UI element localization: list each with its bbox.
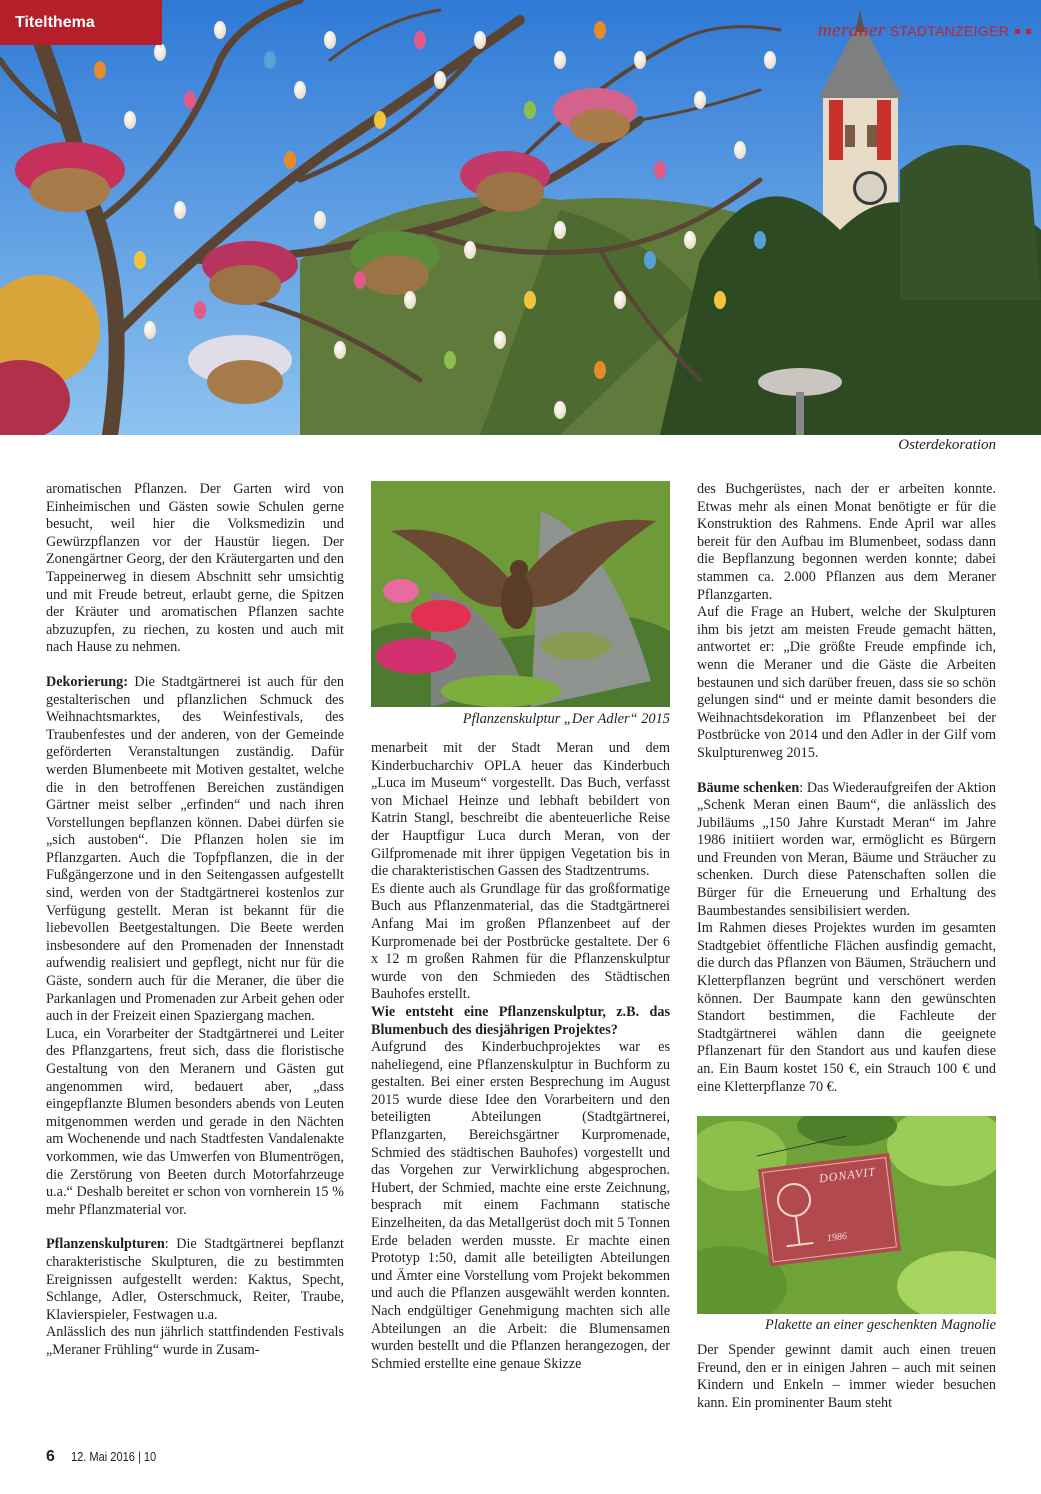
magazine-brand-logo xyxy=(818,20,1031,42)
paragraph: Der Spender gewinnt damit auch einen treuen Freund, den er in einigen Jahren – auch mit seinen Kindern und Enkeln – immer wieder besuchen kann. Ein prominenter Baum steht xyxy=(697,1342,996,1411)
brand-square-icon xyxy=(1026,29,1031,34)
plaque-magnolia-photo xyxy=(697,1116,996,1314)
paragraph-text: : Das Wiederaufgreifen der Aktion „Schenk Meran einen Baum“, die anlässlich des Jubiläums „150 Jahre Kurstadt Meran“ im Jahre 1986 initiiert worden war, ermöglicht es Bürgern und Freunden von Meran, Bäume und Sträucher zu schenken. Durch diese Patenschaften sollen die Bürger für die Erneuerung und Erhaltung des Baumbestandes sensibilisiert werden. xyxy=(697,779,996,919)
brand-name-part1: meraner xyxy=(817,20,886,41)
paragraph: aromatischen Pflanzen. Der Garten wird von Einheimischen und Gästen sowie Schulen gerne besucht, weil hier die Volksmedizin und Gewürzpflanzen vor der Haustür liegen. Der Zonengärtner Georg, der den Kräutergarten und den Tappeinerweg in diesem Abschnitt sehr umsichtig und mit Freude betreut, erlaubt gerne, die Spitzen der Kräuter und aromatischen Pflanzen sachte abzuzupfen, zu riechen, zu kosten und auch mit nach Hause zu nehmen. xyxy=(46,481,344,656)
paragraph: des Buchgerüstes, nach der er arbeiten konnte. Etwas mehr als einen Monat benötigte er für die Konstruktion des Rahmens. Ende April war alles bereit für den Aufbau im Blumenbeet, sodass dann die Bepflanzung begonnen werden konnte; dabei stammen ca. 2.000 Pflanzen aus dem Meraner Pflanzgarten. xyxy=(697,481,996,603)
paragraph: Auf die Frage an Hubert, welche der Skulpturen ihm bis jetzt am meisten Freude gemacht hätten, antwortet er: „Die größte Freude empfinde ich, wenn die Meraner und die Gäste die Arbeiten bestaunen und sich darüber freuen, dass sie so schön gelungen sind“ und er meinte damit besonders die Weihnachtsdekoration im Pflanzenbeet bei der Postbrücke von 2014 und den Adler in der Gilf vom Skulpturenweg 2015. xyxy=(697,604,996,761)
paragraph: Es diente auch als Grundlage für das großformatige Buch aus Pflanzenmaterial, das die Stadtgärtnerei Anfang Mai im großen Pflanzenbeet auf der Kurpromenade bei der Postbrücke gestaltete. Der 6 x 12 m großen Rahmen für die Pflanzenskulptur wurde von den Schmieden des Städtischen Bauhofes erstellt. xyxy=(371,880,670,1003)
hero-caption: Osterdekoration xyxy=(898,437,996,453)
subheading-text: Wie entsteht eine Pflanzenskulptur, z.B. das Blumenbuch des diesjährigen Projektes? xyxy=(371,1003,670,1038)
article-column-1 xyxy=(46,481,344,1360)
section-tag: Titelthema xyxy=(0,0,162,45)
eagle-sculpture-photo xyxy=(371,481,670,707)
issue-date: 12. Mai 2016 | 10 xyxy=(71,1449,157,1464)
page-footer xyxy=(46,1448,172,1466)
paragraph: Luca, ein Vorarbeiter der Stadtgärtnerei und Leiter des Pflanzgartens, freut sich, dass die floristische Gestaltung von den Meranern und Gästen gut angenommen wird, bedauert aber, „dass eingepflanzte Blumen besonders abends von Leuten mitgenommen werden und gerade in den Nächten am Wochenende und nach Stadtfesten Vandalenakte vorkommen, wie das Umwerfen von Blumentrögen, die Zerstörung von Beeten durch Motorfahrzeuge u.a.“ Deshalb bereitet er schon von vornherein 15 % mehr Pflanzmaterial vor. xyxy=(46,1025,344,1218)
plaque-text: DONAVIT xyxy=(818,1164,877,1186)
subheading xyxy=(371,1004,670,1039)
paragraph-text: : Die Stadtgärtnerei bepflanzt charakteristische Skulpturen, die zu bestimmten Ereignissen aufgestellt werden: Kaktus, Specht, Schlange, Adler, Osterschmuck, Reiter, Traube, Klavierspieler, Festwagen u.a. xyxy=(46,1236,344,1323)
plaque-year: 1986 xyxy=(826,1230,848,1245)
paragraph: Im Rahmen dieses Projektes wurden im gesamten Stadtgebiet öffentliche Flächen ausfindig gemacht, die durch das Pflanzen von Bäumen, Sträuchern und Kletterpflanzen begrünt und verschönert werden können. Der Baumpate kann den gewünschten Standort bestimmen, die Fachleute der Stadtgärtnerei wählen dann die geeignete Pflanzenart für den Standort aus und kaufen diese an. Ein Baum kostet 150 €, ein Strauch 100 € und eine Kletterpflanze 70 €. xyxy=(697,920,996,1095)
paragraph xyxy=(46,1236,344,1324)
paragraph: Aufgrund des Kinderbuchprojektes war es naheliegend, eine Pflanzenskulptur in Buchform zu gestalten. Bei einer ersten Besprechung im August 2015 wurde diese Idee den Vorarbeitern und den beteiligten Abteilungen (Stadtgärtnerei, Pflanzgarten, Bereichsgärtner Kurpromenade, Schmied des städtischen Bauhofes) vorgestellt und das Vorgehen zur Verwirklichung abgesprochen. Hubert, der Schmied, machte eine erste Zeichnung, besprach mit einem Fachmann statische Einzelheiten, da das Metallgerüst doch mit 5 Tonnen Erde beladen werden musste. Er machte einen Prototyp 1:50, damit alle beteiligten Abteilungen und Ämter eine Vorstellung vom Projekt bekommen und auch die Pflanzen ausgewählt werden konnten. Nach endgültiger Genehmigung machten sich alle Abteilungen an die Arbeit: die Blumensamen wurden bestellt und die Pflanzen herangezogen, der Schmied erstellte eine genaue Skizze xyxy=(371,1039,670,1372)
subheading: Dekorierung: xyxy=(46,673,128,690)
subheading: Pflanzenskulpturen xyxy=(46,1236,165,1253)
paragraph: menarbeit mit der Stadt Meran und dem Kinderbucharchiv OPLA heuer das Kinderbuch „Luca im Museum“ vorgestellt. Das Buch, verfasst von Michael Heinze und lebhaft bebildert von Katrin Stangl, beschreibt die abenteuerliche Reise der Hauptfigur Luca durch Meran, von der Gilfpromenade mit ihrer üppigen Vegetation bis in die charakteristischen Gassen des Stadtzentrums. xyxy=(371,740,670,880)
article-column-3-continued xyxy=(697,1342,996,1412)
brand-name-part2: STADTANZEIGER xyxy=(889,23,1009,39)
subheading: Bäume schenken xyxy=(697,779,800,796)
hero-photo-easter-decoration xyxy=(0,0,1041,435)
article-column-3 xyxy=(697,481,996,1096)
plaque-photo-caption: Plakette an einer geschenkten Magnolie xyxy=(765,1317,996,1333)
article-column-2 xyxy=(371,740,670,1373)
paragraph: Anlässlich des nun jährlich stattfindenden Festivals „Meraner Frühling“ wurde in Zusam- xyxy=(46,1324,344,1358)
paragraph xyxy=(46,674,344,1026)
paragraph xyxy=(697,780,996,921)
eagle-photo-caption: Pflanzenskulptur „Der Adler“ 2015 xyxy=(462,711,670,727)
page-number: 6 xyxy=(46,1448,55,1465)
paragraph-text: Die Stadtgärtnerei ist auch für den gestalterischen und pflanzlichen Schmuck des Weihnachtsmarktes, des Weinfestivals, des Traubenfestes und der anderen, von der Gemeinde geförderten Veranstaltungen zuständig. Dafür werden Blumenbeete mit Motiven gestaltet, welche die in den betroffenen Bereichen zuständigen Gärtner meist selber „erfinden“ und nach ihren Vorstellungen bepflanzen können. Dabei dürfen sie „sich austoben“. Die Pflanzen holen sie im Pflanzgarten. Auch die Topfpflanzen, die in der Fußgängerzone und in den Seitengassen aufgestellt sind, werden von der Stadtgärtnerei kostenlos zur Verfügung gestellt. Meran ist bekannt für die liebevollen Beetgestaltungen. Die Beete werden insbesondere auf den Promenaden der Innenstadt aufwendig realisiert und gepflegt, nicht nur für die Gäste, sondern auch für die Meraner, die über die Parkanlagen und Promenaden zur Arbeit gehen oder auch in der Freizeit einen Spaziergang machen. xyxy=(46,673,344,1025)
brand-square-icon xyxy=(1015,29,1020,34)
